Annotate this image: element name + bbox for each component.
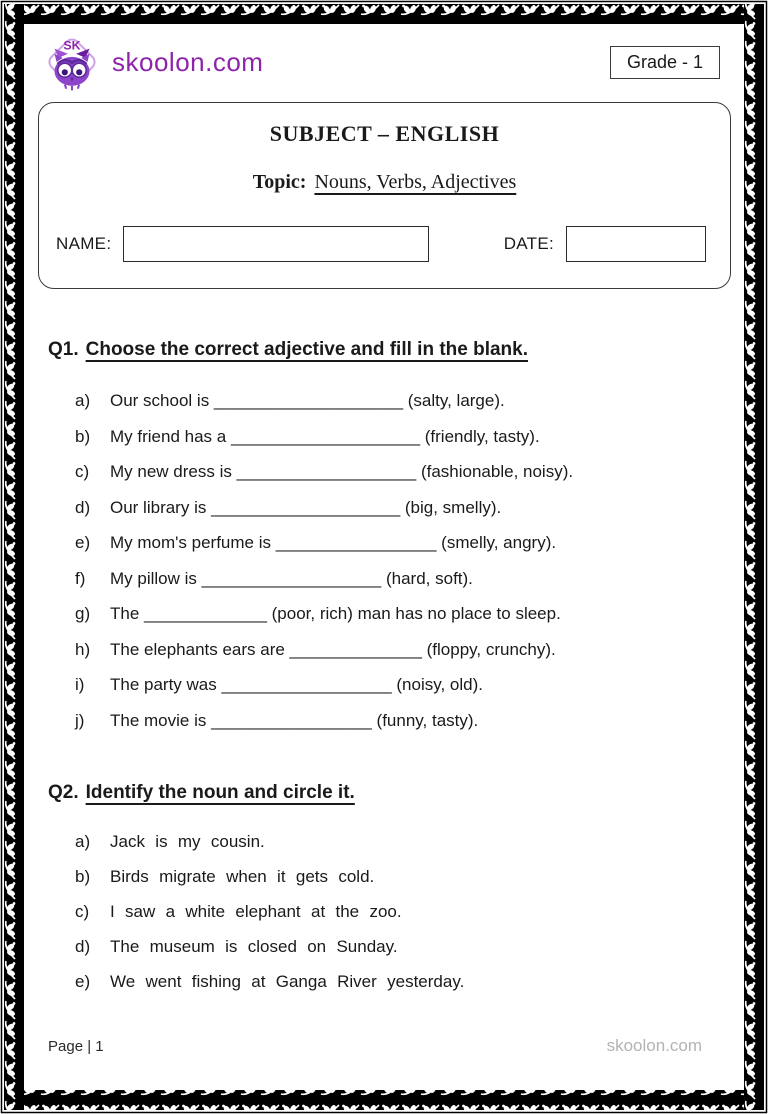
q1-item-g — [75, 596, 744, 632]
item-text: I saw a white elephant at the zoo. — [110, 902, 402, 921]
q2-list — [75, 824, 744, 999]
footer — [48, 1036, 702, 1056]
name-date-row — [56, 226, 706, 262]
item-text: Our library is ____________________ (big, smelly). — [110, 497, 502, 517]
owl-logo-icon — [40, 28, 104, 96]
item-text: My friend has a ____________________ (friendly, tasty). — [110, 426, 540, 446]
item-marker: e) — [75, 972, 91, 991]
q2-number: Q2. — [48, 782, 79, 803]
item-text: The party was __________________ (noisy, old). — [110, 675, 483, 694]
item-text: The movie is _________________ (funny, tasty). — [110, 710, 479, 730]
item-marker: d) — [75, 497, 91, 517]
item-text: Our school is ____________________ (salty, large). — [110, 391, 505, 410]
q1-list — [75, 383, 744, 738]
q2-item-d — [75, 929, 744, 964]
grade-badge: Grade - 1 — [610, 46, 720, 79]
svg-text:SK: SK — [63, 38, 81, 53]
q1-item-e — [75, 525, 744, 561]
q2-heading — [48, 782, 744, 804]
item-text: Birds migrate when it gets cold. — [110, 867, 375, 886]
item-marker: g) — [75, 604, 91, 623]
item-marker: i) — [75, 675, 85, 694]
q2-heading-text: Identify the noun and circle it. — [85, 782, 355, 803]
q1-item-c — [75, 454, 744, 490]
item-text: My new dress is ___________________ (fashionable, noisy). — [110, 462, 574, 481]
topic-line — [39, 171, 730, 194]
q1-item-h — [75, 632, 744, 668]
q2-item-b — [75, 859, 744, 894]
worksheet-page — [24, 24, 744, 1090]
item-text: The museum is closed on Sunday. — [110, 937, 398, 956]
item-text: My pillow is ___________________ (hard, soft). — [110, 568, 473, 588]
q1-item-j — [75, 703, 744, 739]
logo — [40, 28, 263, 96]
item-marker: c) — [75, 462, 90, 481]
item-text: The _____________ (poor, rich) man has no place to sleep. — [110, 604, 561, 623]
q1-item-i — [75, 667, 744, 703]
q1-item-d — [75, 490, 744, 526]
header — [40, 28, 720, 96]
item-marker: a) — [75, 391, 91, 410]
topic-label: Topic: — [252, 171, 307, 193]
item-marker: c) — [75, 902, 90, 921]
name-input[interactable] — [123, 226, 429, 262]
item-text: The elephants ears are ______________ (floppy, crunchy). — [110, 639, 556, 659]
footer-site-label: skoolon.com — [606, 1036, 702, 1055]
item-text: My mom's perfume is _________________ (smelly, angry). — [110, 533, 557, 552]
q1-number: Q1. — [48, 339, 79, 360]
item-marker: e) — [75, 533, 91, 552]
q1-item-a — [75, 383, 744, 419]
q1-heading — [48, 339, 744, 361]
q2-item-a — [75, 824, 744, 859]
question-1-section — [24, 339, 744, 738]
item-text: Jack is my cousin. — [110, 832, 265, 851]
item-text: We went fishing at Ganga River yesterday. — [110, 972, 465, 991]
q1-heading-text: Choose the correct adjective and fill in the blank. — [85, 339, 529, 360]
q1-item-b — [75, 419, 744, 455]
item-marker: b) — [75, 867, 91, 886]
q2-item-e — [75, 964, 744, 999]
item-marker: a) — [75, 832, 91, 851]
q1-item-f — [75, 561, 744, 597]
name-label: NAME: — [56, 234, 112, 253]
question-2-section — [24, 782, 744, 999]
worksheet-header-box — [38, 102, 731, 289]
item-marker: b) — [75, 426, 91, 446]
page-number: Page | 1 — [48, 1038, 104, 1055]
subject-title: SUBJECT – ENGLISH — [269, 121, 500, 146]
date-input[interactable] — [566, 226, 706, 262]
q2-item-c — [75, 894, 744, 929]
date-label: DATE: — [503, 234, 554, 253]
item-marker: j) — [75, 710, 85, 730]
logo-text: skoolon.com — [112, 46, 264, 77]
item-marker: f) — [75, 568, 86, 588]
item-marker: h) — [75, 639, 91, 659]
item-marker: d) — [75, 937, 91, 956]
topic-value: Nouns, Verbs, Adjectives — [314, 171, 517, 193]
